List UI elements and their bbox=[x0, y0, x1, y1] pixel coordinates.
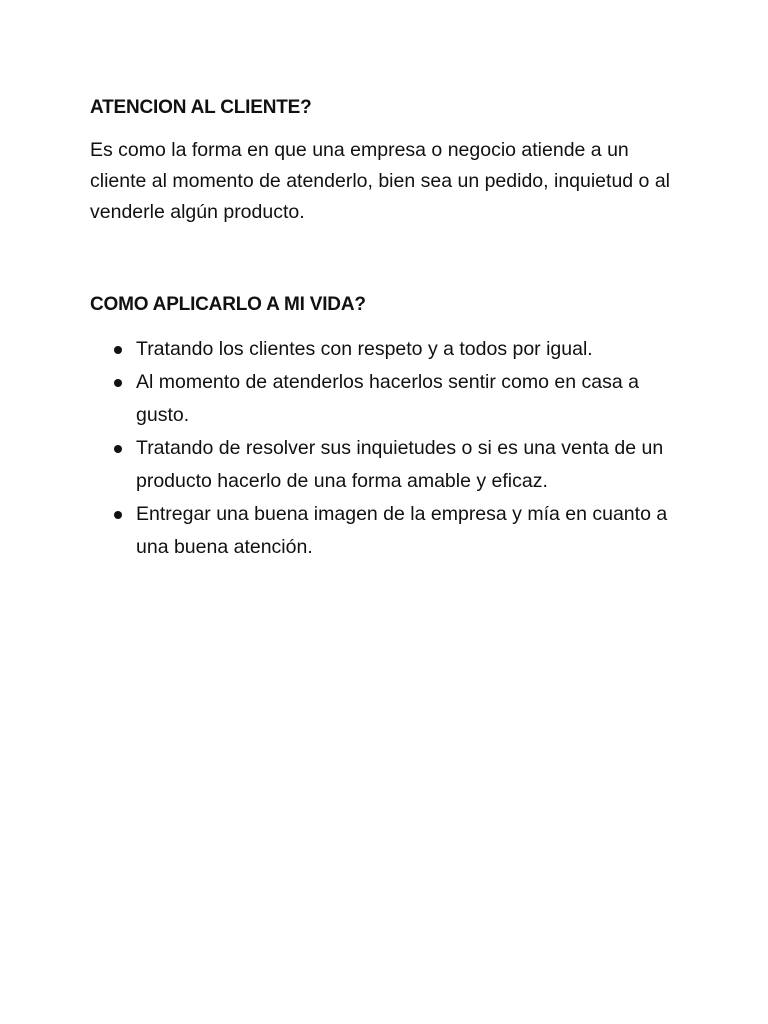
bullet-icon bbox=[114, 445, 122, 453]
list-item bbox=[90, 498, 696, 564]
bullet-icon bbox=[114, 346, 122, 354]
list-item bbox=[90, 333, 696, 366]
list-item bbox=[90, 366, 696, 432]
list-item-text: Tratando de resolver sus inquietudes o si es una venta de un producto hacerlo de una forma amable y eficaz. bbox=[136, 437, 664, 492]
list-item-text: Tratando los clientes con respeto y a todos por igual. bbox=[136, 338, 593, 360]
section-heading-aplicar: COMO APLICARLO A MI VIDA? bbox=[90, 294, 366, 315]
bullet-list bbox=[90, 333, 700, 564]
document-page bbox=[90, 93, 700, 564]
list-item-text: Al momento de atenderlos hacerlos sentir como en casa a gusto. bbox=[136, 371, 639, 426]
list-item-text: Entregar una buena imagen de la empresa y mía en cuanto a una buena atención. bbox=[136, 503, 668, 558]
section-heading-atencion: ATENCION AL CLIENTE? bbox=[90, 97, 312, 118]
list-item bbox=[90, 432, 696, 498]
bullet-icon bbox=[114, 379, 122, 387]
bullet-icon bbox=[114, 511, 122, 519]
definition-paragraph: Es como la forma en que una empresa o negocio atiende a un cliente al momento de atenderlo, bien sea un pedido, inquietud o al venderle algún producto. bbox=[90, 139, 670, 223]
